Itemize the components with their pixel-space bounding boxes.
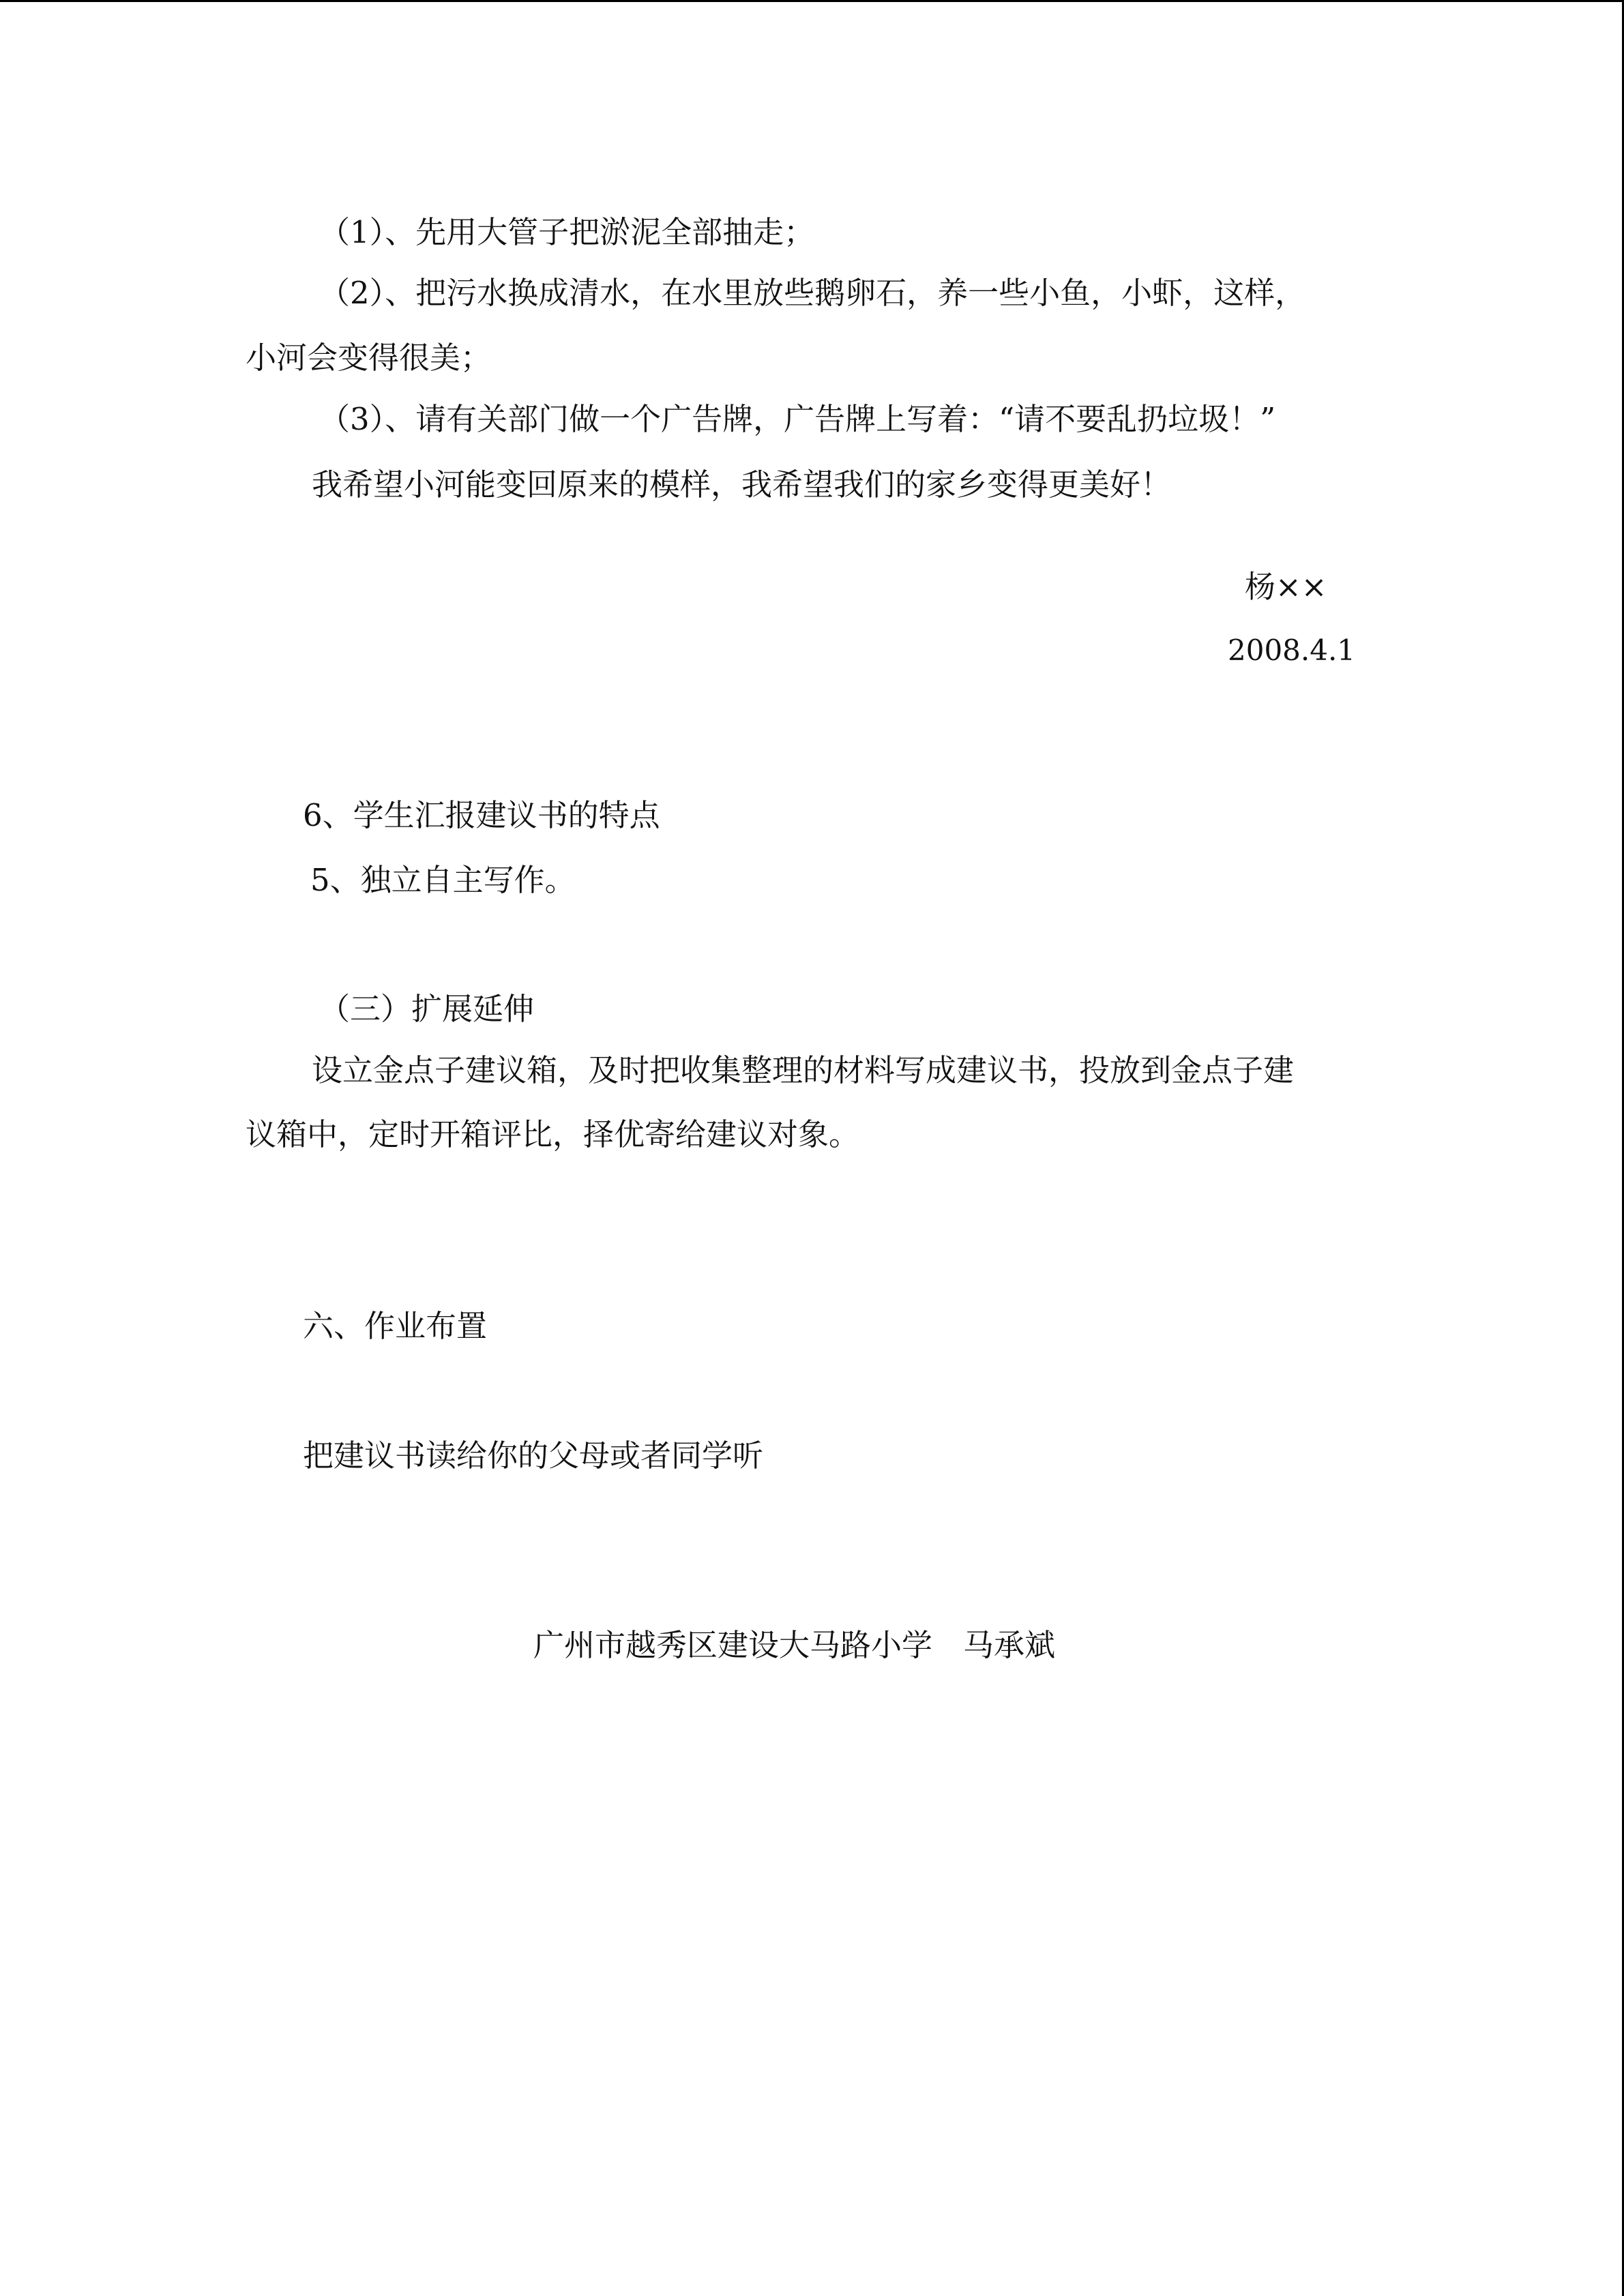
section-extension-heading: （三）扩展延伸	[319, 991, 535, 1027]
suggestion-item-1: （1）、先用大管子把淤泥全部抽走；	[319, 214, 815, 250]
suggestion-item-2: （2）、把污水换成清水，在水里放些鹅卵石，养一些小鱼，小虾，这样，	[319, 275, 1306, 311]
extension-paragraph-line-1: 设立金点子建议箱，及时把收集整理的材料写成建议书，投放到金点子建	[312, 1052, 1295, 1088]
suggestion-item-2-continued: 小河会变得很美；	[246, 340, 492, 376]
suggestion-item-3: （3）、请有关部门做一个广告牌，广告牌上写着：“请不要乱扔垃圾！”	[319, 401, 1276, 437]
signature-date: 2008.4.1	[1228, 633, 1356, 667]
extension-paragraph-line-2: 议箱中，定时开箱评比，择优寄给建议对象。	[246, 1116, 860, 1152]
author-credit: 广州市越秀区建设大马路小学 马承斌	[533, 1627, 1056, 1663]
signature-name: 杨××	[1245, 569, 1327, 605]
step-6-heading: 6、学生汇报建议书的特点	[303, 797, 660, 833]
step-5-heading: 5、独立自主写作。	[310, 862, 576, 898]
homework-text: 把建议书读给你的父母或者同学听	[303, 1437, 764, 1474]
homework-heading: 六、作业布置	[303, 1308, 488, 1344]
closing-wish: 我希望小河能变回原来的模样，我希望我们的家乡变得更美好！	[312, 466, 1172, 503]
